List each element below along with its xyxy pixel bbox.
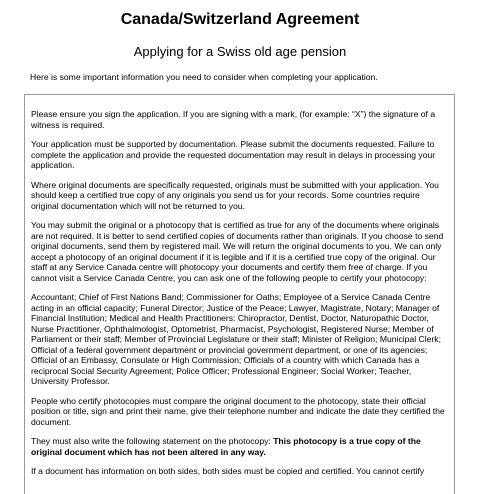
- paragraph-photocopy: You may submit the original or a photocopy that is certified as true for any of the documents where originals are not required. It is better to send certified copies of documents rather than originals. If you choose to send original documents, send them by registered mail. We will return the original documents to you. We can only accept a photocopy of an original document if it is legible and if it is a certified true copy of the original. Our staff at any Service Canada centre will photocopy your documents and certify them free of charge. If you cannot visit a Service Canada Centre, you can ask one of the following people to certify your photocopy:: [31, 220, 444, 283]
- paragraph-statement: [31, 436, 445, 457]
- info-box: [24, 94, 455, 494]
- paragraph-both-sides: If a document has information on both sides, both sides must be copied and certified. You cannot certify: [31, 466, 425, 476]
- intro-text: Here is some important information you need to consider when completing your application.: [30, 72, 378, 82]
- statement-bold: This photocopy is a true copy of the original document which has not been altered in any way.: [31, 436, 421, 457]
- paragraph-certifier-duties: People who certify photocopies must compare the original document to the photocopy, state their official position or title, sign and print their name, give their telephone number and indicate the date they certified the document.: [31, 395, 445, 427]
- statement-lead: They must also write the following statement on the photocopy:: [31, 436, 274, 446]
- document-title: Canada/Switzerland Agreement: [120, 11, 360, 28]
- paragraph-originals: Where original documents are specifically requested, originals must be submitted with your application. You should keep a certified true copy of any originals you send us for your records. Some countries require original documentation which will not be returned to you.: [31, 179, 439, 211]
- paragraph-documentation: Your application must be supported by documentation. Please submit the documents requested. Failure to complete the application and provide the requested documentation may result in delays in processing your application.: [31, 139, 436, 170]
- paragraph-signature: Please ensure you sign the application. If you are signing with a mark, (for example: “X”) the signature of a witness is required.: [31, 109, 436, 130]
- document-subtitle: Applying for a Swiss old age pension: [133, 44, 347, 59]
- paragraph-certifiers-list: Accountant; Chief of First Nations Band; Commissioner for Oaths; Employee of a Service Canada Centre acting in an official capacity; Funeral Director; Justice of the Peace; Lawyer, Magistrate, Notary; Manager of Financial Institution; Medical and Health Practitioners: Chiropractor, Dentist, Doctor, Naturopathic Doctor, Nurse Practitioner, Ophthalmologist, Optometrist, Pharmacist, Psychologist, Registered Nurse; Member of Parliament or their staff; Member of Provincial Legislature or their staff; Minister of Religion; Municipal Clerk; Official of a federal government department or provincial government department, or one of its agencies; Official of an Embassy, Consulate or High Commission; Officials of a country with which Canada has a reciprocal Social Security Agreement; Police Officer; Professional Engineer; Social Worker; Teacher, University Professor.: [31, 292, 441, 386]
